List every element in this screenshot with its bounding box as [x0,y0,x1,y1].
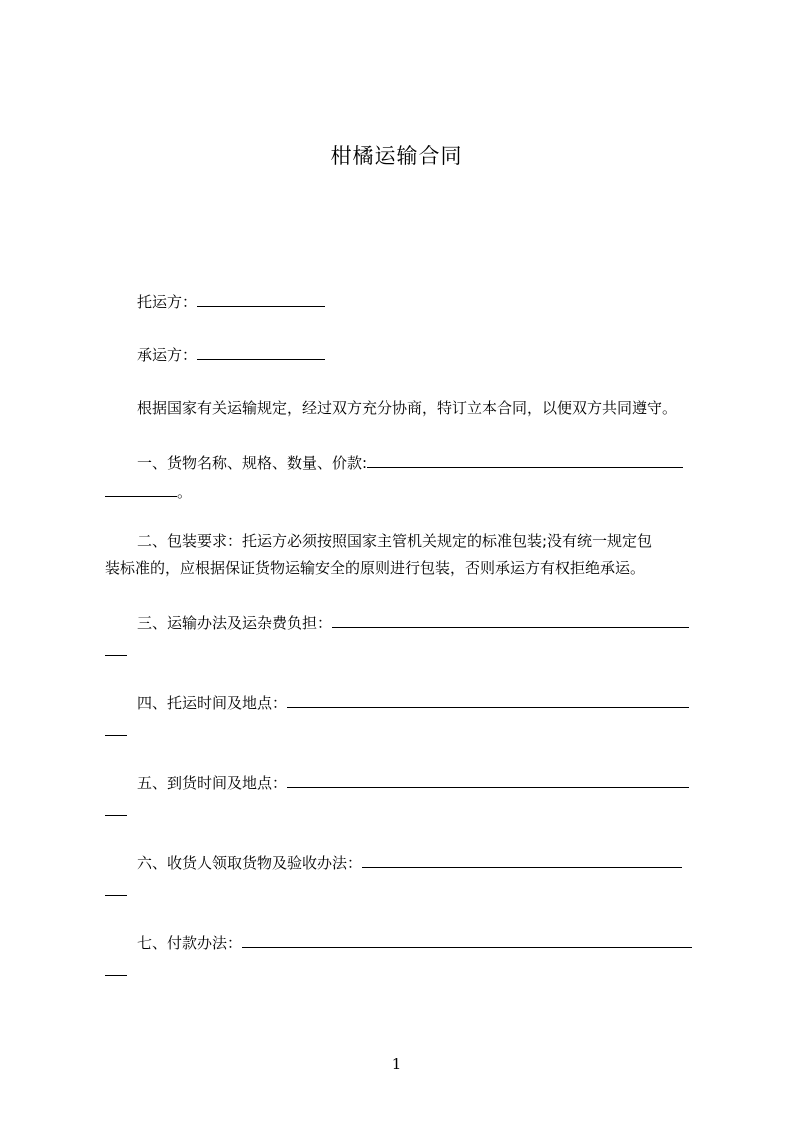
shipper-field [137,290,325,313]
shipper-blank[interactable] [197,290,325,307]
document-title: 柑橘运输合同 [330,144,463,168]
clause-1 [137,451,683,474]
shipper-label: 托运方： [137,293,198,311]
clause-3 [137,611,689,634]
clause-2-line-2: 装标准的，应根据保证货物运输安全的原则进行包装，否则承运方有权拒绝承运。 [105,559,646,577]
clause-5 [137,771,689,794]
clause-7 [137,931,692,954]
clause-4 [137,691,689,714]
carrier-blank[interactable] [197,343,325,360]
clause-1-end: 。 [177,483,193,501]
clause-5-blank-cont[interactable] [105,799,127,816]
clause-3-blank[interactable] [332,611,689,628]
clause-1-blank-cont[interactable] [105,480,177,497]
clause-3-blank-cont[interactable] [105,639,127,656]
clause-2-line-1: 二、包装要求：托运方必须按照国家主管机关规定的标准包装;没有统一规定包 [137,532,653,550]
clause-6 [137,851,682,874]
clause-7-blank-cont[interactable] [105,959,127,976]
clause-5-label: 五、到货时间及地点： [137,774,288,792]
clause-1-label: 一、货物名称、规格、数量、价款: [137,454,368,472]
preamble-text: 根据国家有关运输规定，经过双方充分协商，特订立本合同，以便双方共同遵守。 [137,399,678,417]
clause-4-blank[interactable] [287,691,689,708]
page-number: 1 [391,1055,402,1073]
clause-4-label: 四、托运时间及地点： [137,694,288,712]
clause-6-blank[interactable] [362,851,682,868]
carrier-field [137,343,325,366]
clause-5-blank[interactable] [287,771,689,788]
clause-6-blank-cont[interactable] [105,879,127,896]
clause-7-blank[interactable] [242,931,692,948]
clause-7-label: 七、付款办法： [137,934,243,952]
carrier-label: 承运方： [137,346,198,364]
clause-6-label: 六、收货人领取货物及验收办法： [137,854,363,872]
clause-4-blank-cont[interactable] [105,719,127,736]
clause-3-label: 三、运输办法及运杂费负担： [137,614,333,632]
clause-1-continuation [105,480,192,503]
clause-1-blank[interactable] [367,451,683,468]
